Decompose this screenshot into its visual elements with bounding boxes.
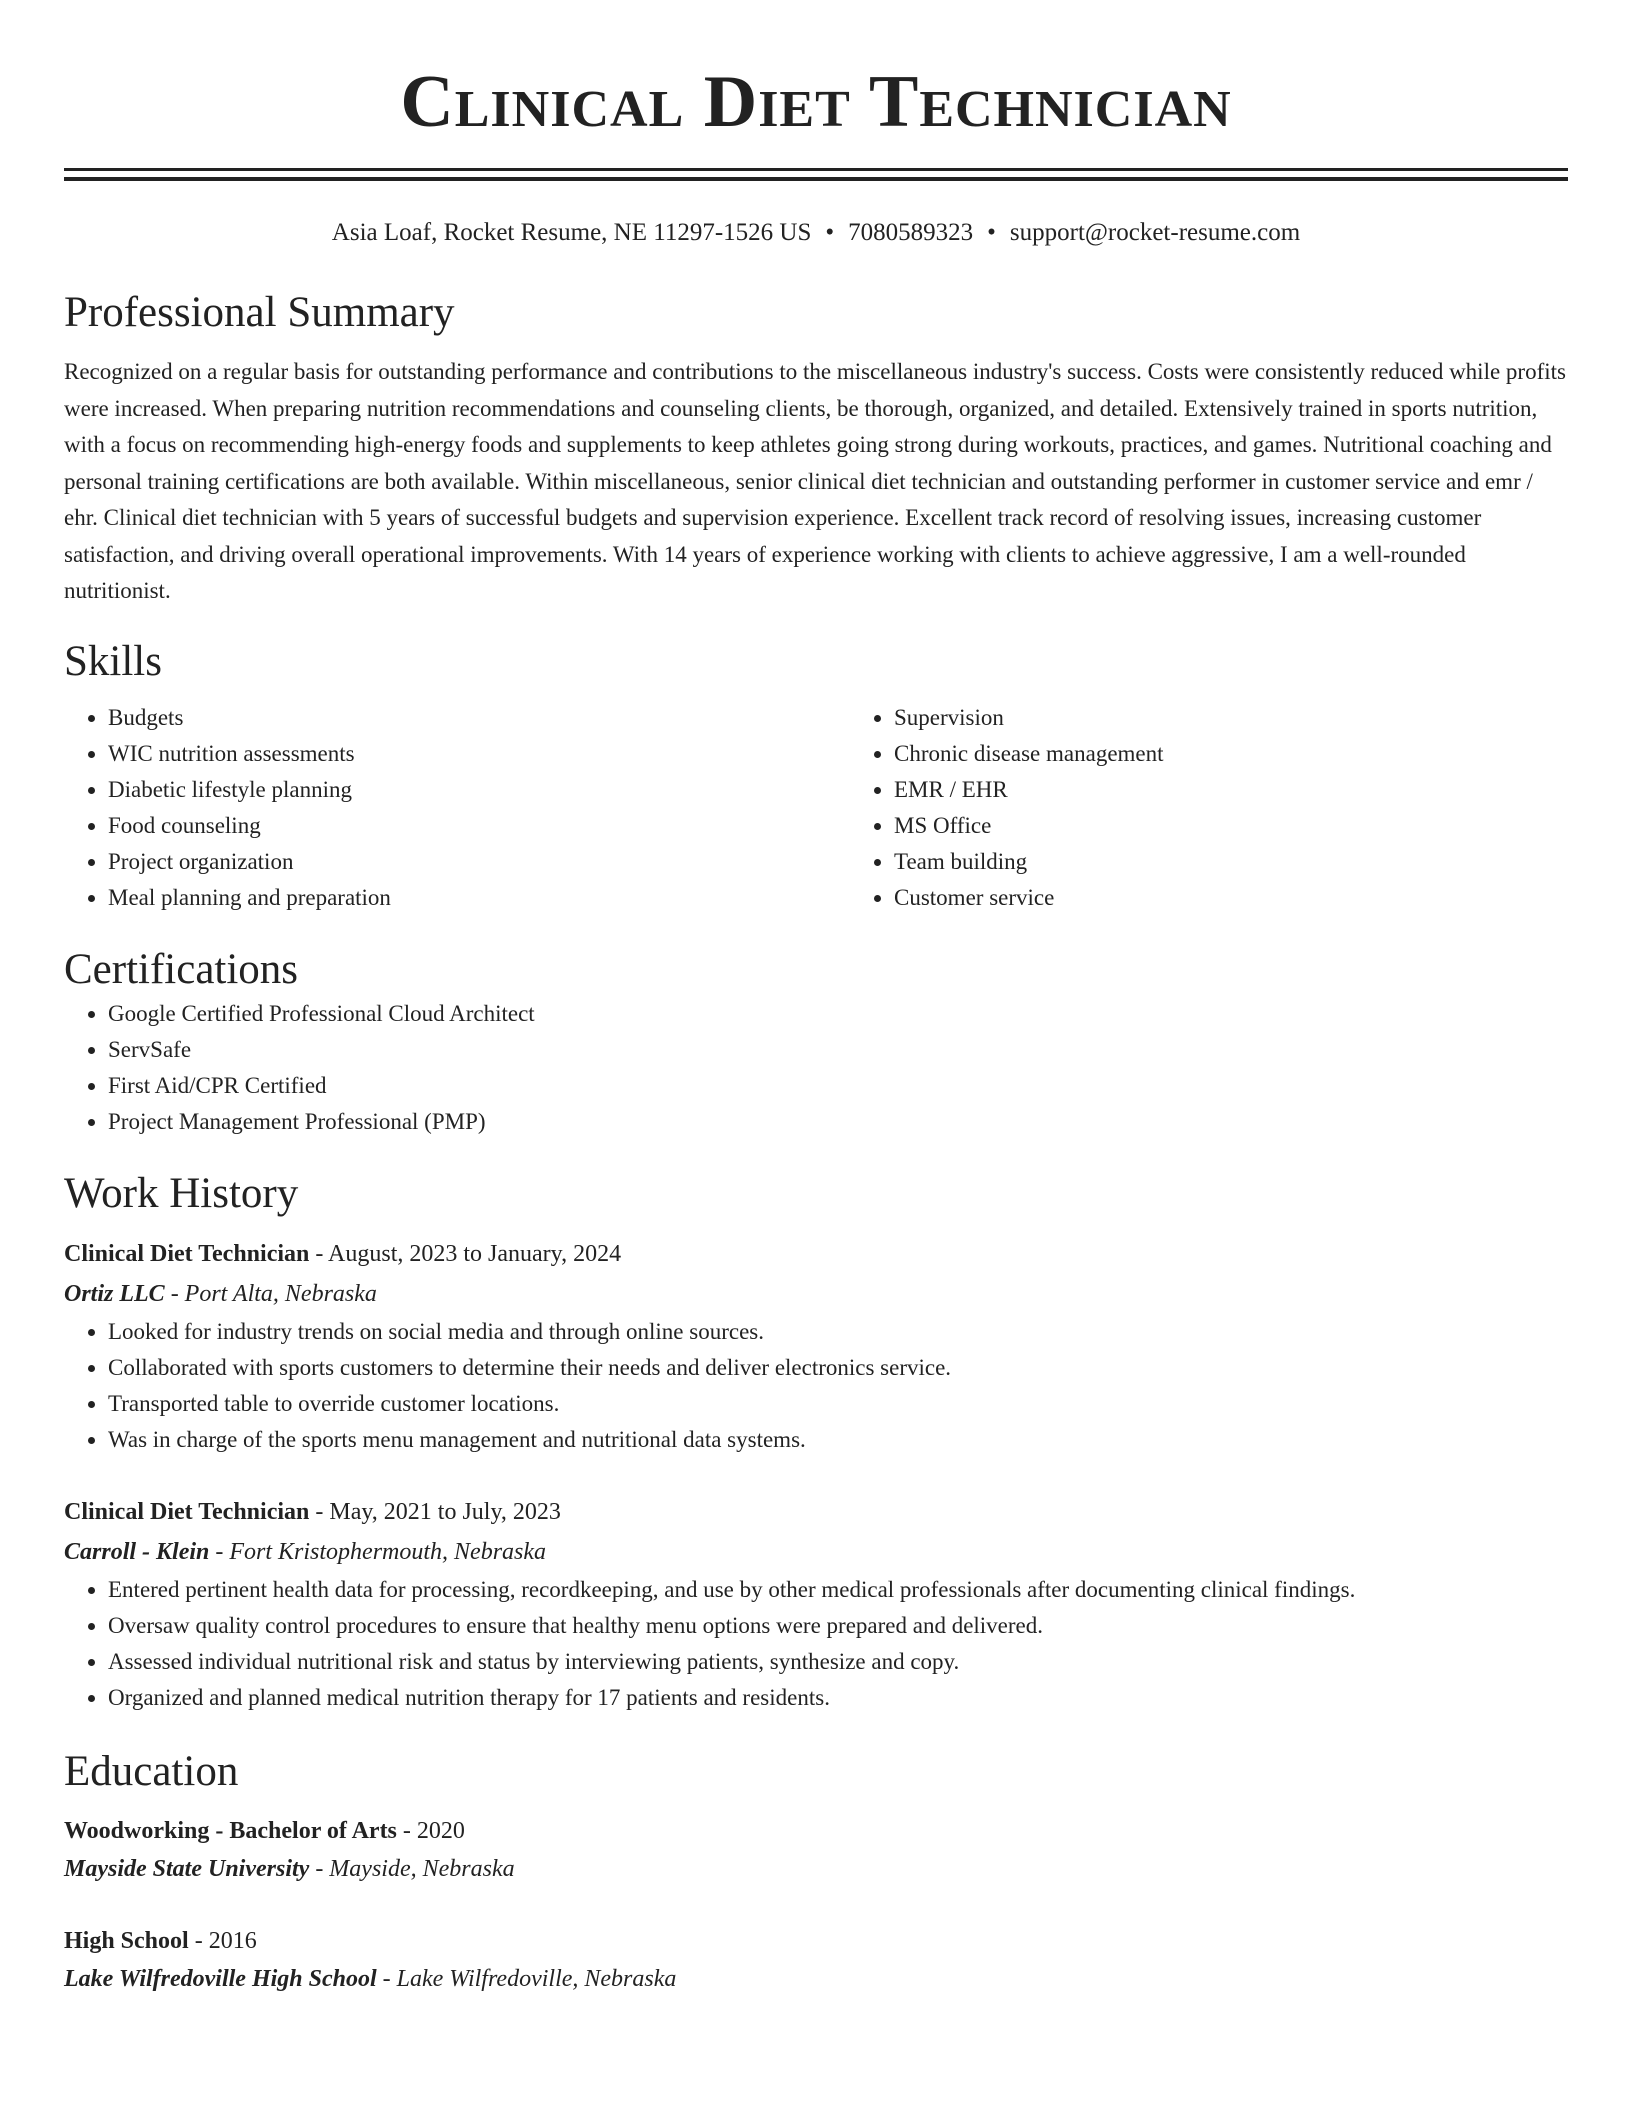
job-bullet: • Collaborated with sports customers to determine their needs and deliver electronics service. (108, 1350, 1568, 1386)
education-year: - 2016 (188, 1927, 257, 1954)
education-school: Mayside State University (64, 1855, 310, 1882)
job-bullets (64, 1572, 1568, 1716)
certification-item: • Google Certified Professional Cloud Architect (108, 996, 1568, 1032)
education-header (64, 1922, 1568, 1960)
job-dates: - May, 2021 to July, 2023 (309, 1498, 561, 1525)
skill-item: • Customer service (894, 880, 1632, 916)
job-header (64, 1492, 1568, 1532)
skill-item: • Diabetic lifestyle planning (108, 772, 850, 808)
skill-item: • Team building (894, 844, 1632, 880)
education-entry (64, 1922, 1568, 1998)
contact-address: Asia Loaf, Rocket Resume, NE 11297-1526 US (331, 219, 812, 246)
job-header (64, 1234, 1568, 1274)
contact-line (64, 217, 1568, 249)
job-bullets (64, 1314, 1568, 1458)
contact-email: support@rocket-resume.com (1009, 219, 1301, 246)
job-entry (64, 1492, 1568, 1716)
education-header (64, 1812, 1568, 1850)
job-employer (64, 1532, 1568, 1572)
skill-item: • Food counseling (108, 808, 850, 844)
job-bullet: • Oversaw quality control procedures to ensure that healthy menu options were prepared and delivered. (108, 1608, 1568, 1644)
job-dates: - August, 2023 to January, 2024 (309, 1240, 622, 1267)
education-location: - Mayside, Nebraska (309, 1855, 515, 1882)
work-history-heading: Work History (64, 1169, 299, 1217)
resume-name: Clinical Diet Technician (400, 61, 1232, 143)
skill-item: • Supervision (894, 700, 1632, 736)
skills-list-left (64, 700, 850, 916)
certification-item: • Project Management Professional (PMP) (108, 1104, 1568, 1140)
education-location: - Lake Wilfredoville, Nebraska (376, 1965, 677, 1992)
skill-item: • MS Office (894, 808, 1632, 844)
contact-phone: 7080589323 (848, 219, 974, 246)
skill-item: • EMR / EHR (894, 772, 1632, 808)
summary-text: Recognized on a regular basis for outstanding performance and contributions to the miscellaneous industry's success. Costs were consistently reduced while profits were increased. When preparing nutrition recommendations and counseling clients, be thorough, organized, and detailed. Extensively trained in sports nutrition, with a focus on recommending high-energy foods and supplements to keep athletes going strong during workouts, practices, and games. Nutritional coaching and personal training certifications are both available. Within miscellaneous, senior clinical diet technician and outstanding performer in customer service and emr / ehr. Clinical diet technician with 5 years of successful budgets and supervision experience. Excellent track record of resolving issues, increasing customer satisfaction, and driving overall operational improvements. With 14 years of experience working with clients to achieve aggressive, I am a well-rounded nutritionist. (64, 359, 1566, 603)
job-title: Clinical Diet Technician (64, 1498, 310, 1525)
contact-separator: • (987, 219, 996, 246)
education-degree: High School (64, 1927, 189, 1954)
job-employer (64, 1274, 1568, 1314)
header-divider-top (64, 168, 1568, 171)
skill-item: • Chronic disease management (894, 736, 1632, 772)
skills-list-right (850, 700, 1632, 916)
education-school-line (64, 1850, 1568, 1888)
education-entry (64, 1812, 1568, 1888)
education-heading: Education (64, 1747, 239, 1795)
skills-heading: Skills (64, 637, 162, 685)
education-school: Lake Wilfredoville High School (64, 1965, 377, 1992)
job-bullet: • Assessed individual nutritional risk and status by interviewing patients, synthesize and copy. (108, 1644, 1568, 1680)
skill-item: • Budgets (108, 700, 850, 736)
certifications-list (64, 996, 1568, 1140)
job-location: - Fort Kristophermouth, Nebraska (209, 1538, 547, 1565)
job-bullet: • Transported table to override customer locations. (108, 1386, 1568, 1422)
skills-grid (64, 700, 1568, 916)
skill-item: • WIC nutrition assessments (108, 736, 850, 772)
job-title: Clinical Diet Technician (64, 1240, 310, 1267)
header-divider-bottom (64, 177, 1568, 181)
education-degree: Woodworking - Bachelor of Arts (64, 1817, 397, 1844)
job-location: - Port Alta, Nebraska (164, 1280, 377, 1307)
job-company: Ortiz LLC (64, 1280, 165, 1307)
certifications-heading: Certifications (64, 945, 299, 993)
job-entry (64, 1234, 1568, 1458)
job-company: Carroll - Klein (64, 1538, 210, 1565)
skill-item: • Meal planning and preparation (108, 880, 850, 916)
education-school-line (64, 1960, 1568, 1998)
certification-item: • ServSafe (108, 1032, 1568, 1068)
job-bullet: • Looked for industry trends on social media and through online sources. (108, 1314, 1568, 1350)
certification-item: • First Aid/CPR Certified (108, 1068, 1568, 1104)
contact-separator: • (825, 219, 835, 246)
job-bullet: • Entered pertinent health data for processing, recordkeeping, and use by other medical professionals after documenting clinical findings. (108, 1572, 1568, 1608)
job-bullet: • Organized and planned medical nutrition therapy for 17 patients and residents. (108, 1680, 1568, 1716)
summary-heading: Professional Summary (64, 289, 455, 336)
skill-item: • Project organization (108, 844, 850, 880)
education-year: - 2020 (396, 1817, 465, 1844)
job-bullet: • Was in charge of the sports menu management and nutritional data systems. (108, 1422, 1568, 1458)
